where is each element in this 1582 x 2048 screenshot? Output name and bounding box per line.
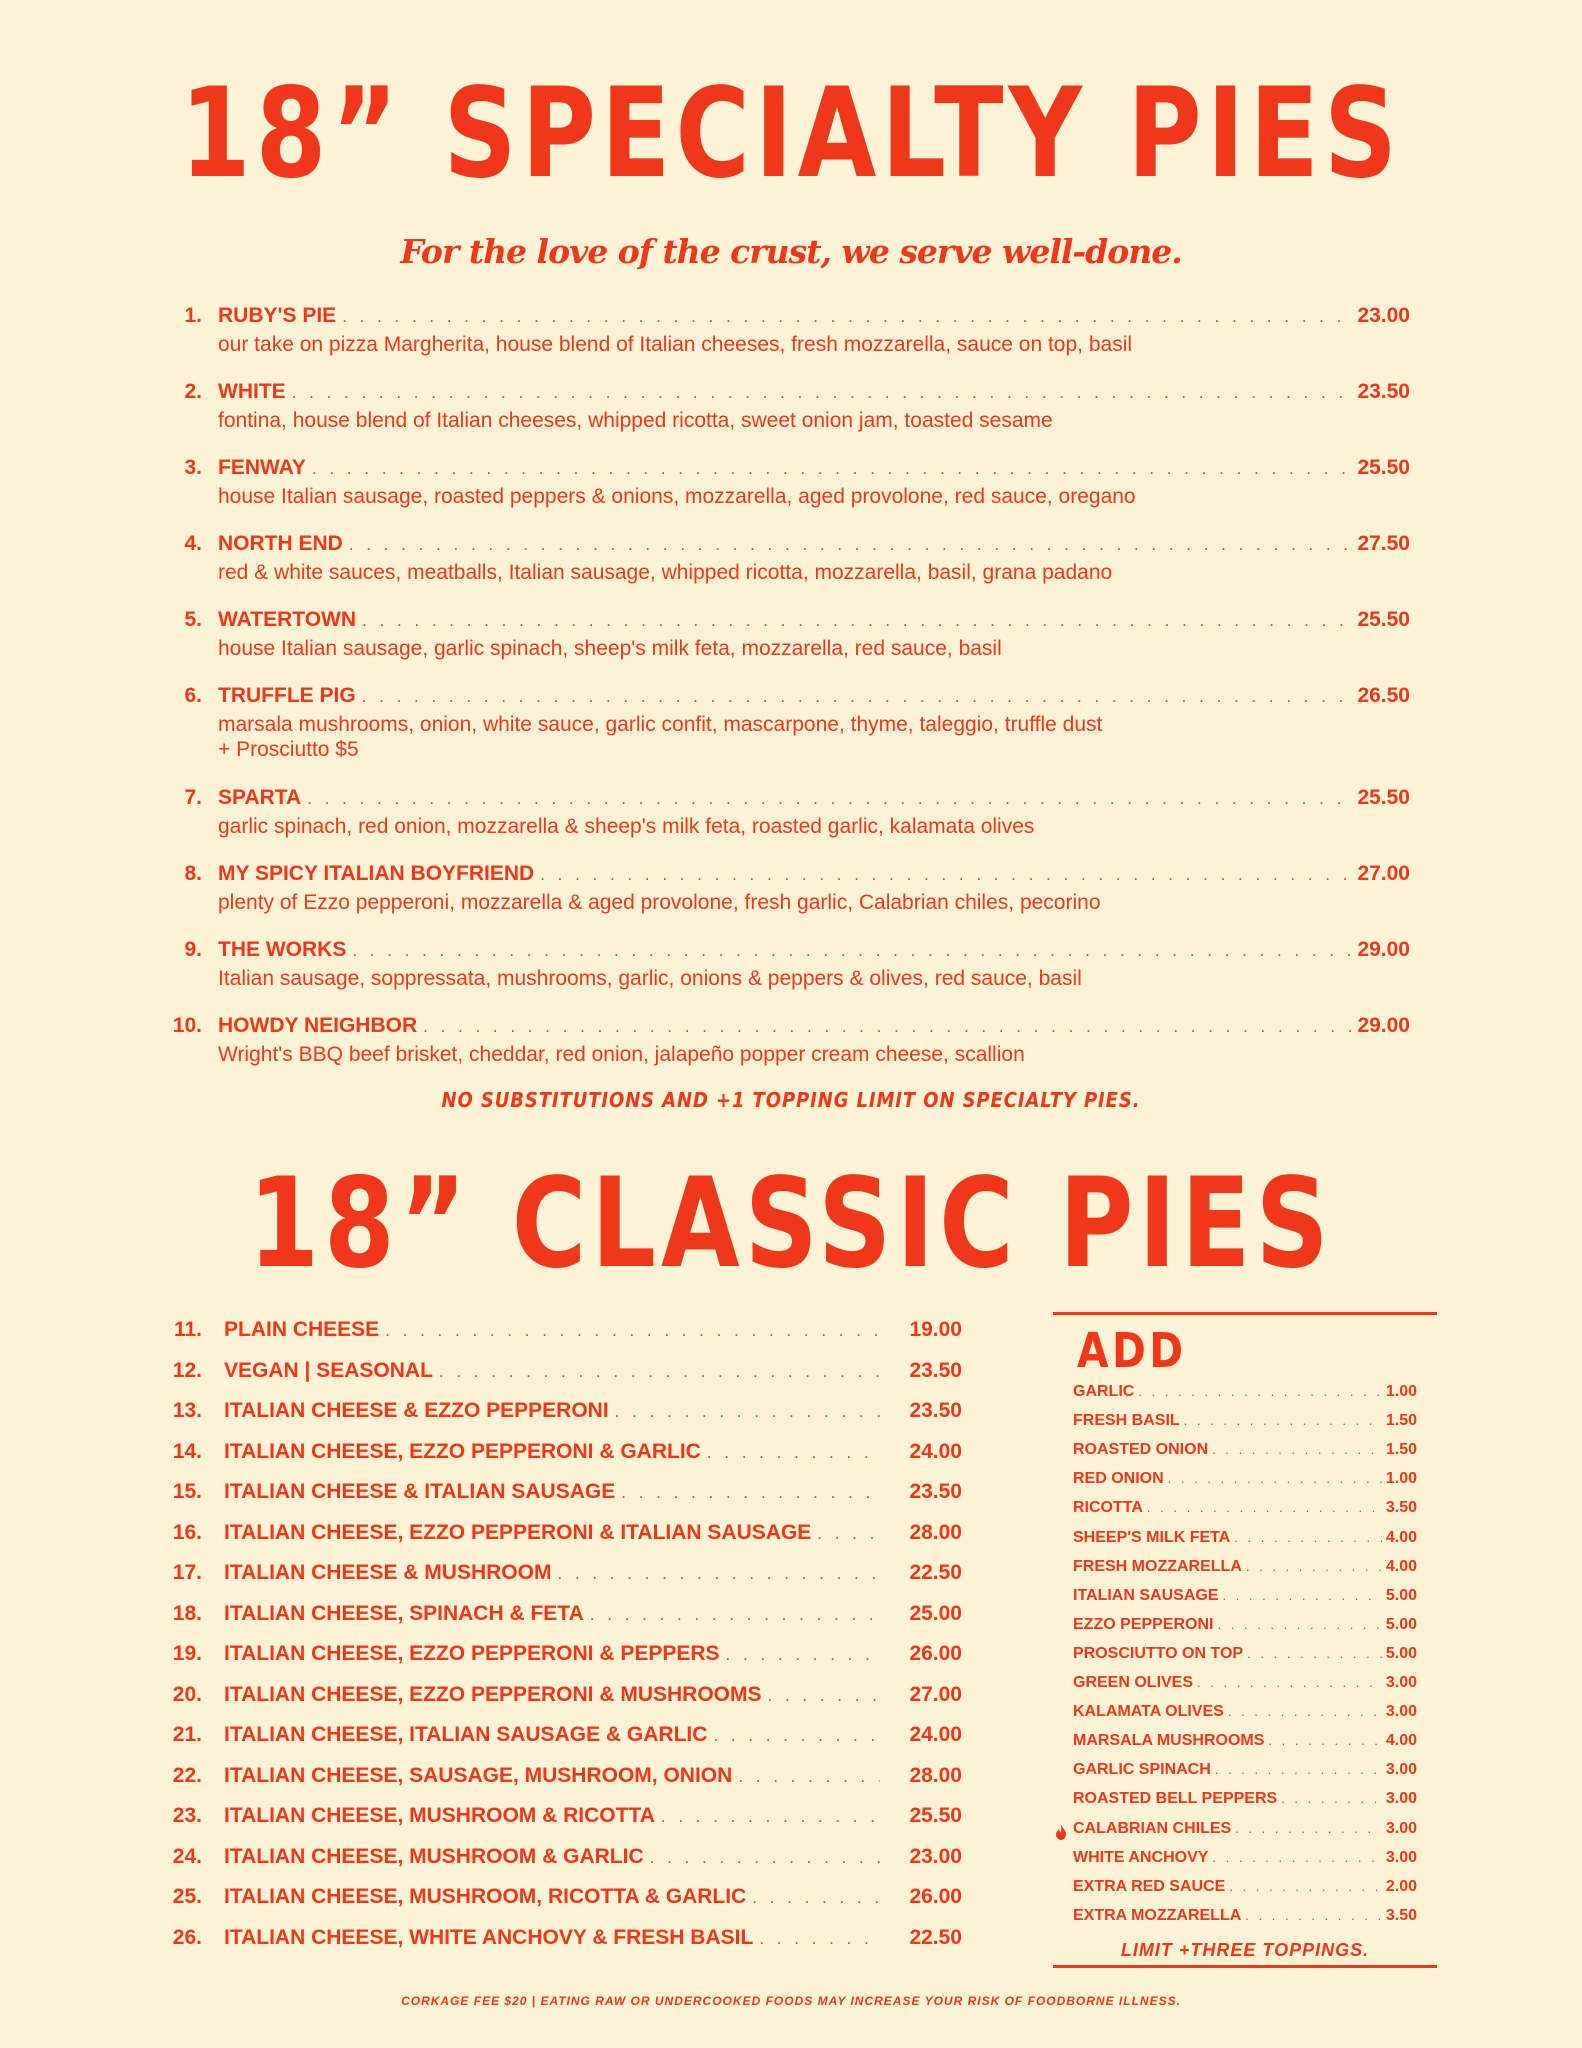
item-number: 20. [172, 1682, 202, 1706]
item-name: ITALIAN CHEESE, EZZO PEPPERONI & GARLIC [224, 1439, 701, 1463]
dot-leader [759, 1929, 880, 1949]
item-number: 4. [184, 532, 202, 555]
topping-price: 1.00 [1385, 1470, 1417, 1488]
specialty-item [150, 456, 1410, 509]
topping-price: 5.00 [1385, 1586, 1417, 1604]
item-price: 24.00 [909, 1439, 962, 1463]
dot-leader [342, 307, 1351, 327]
topping-name: PROSCIUTTO ON TOP [1073, 1644, 1244, 1662]
add-item [1073, 1703, 1417, 1732]
topping-name: GARLIC [1073, 1383, 1135, 1400]
footer-note: CORKAGE FEE $20 | EATING RAW OR UNDERCOOKED FOODS MAY INCREASE YOUR RISK OF FOODBORNE ILLNESS. [401, 1994, 1181, 2008]
item-price: 23.00 [1357, 304, 1410, 327]
item-name: ITALIAN CHEESE, MUSHROOM, RICOTTA & GARLIC [224, 1885, 747, 1908]
dot-leader [385, 1321, 880, 1341]
item-price: 25.50 [1357, 608, 1410, 631]
item-number: 3. [184, 456, 202, 479]
item-number: 11. [173, 1318, 202, 1341]
item-price: 22.50 [909, 1925, 962, 1949]
topping-price: 1.50 [1385, 1412, 1417, 1430]
item-number: 8. [184, 862, 202, 885]
topping-price: 4.00 [1385, 1557, 1417, 1575]
topping-price: 3.00 [1385, 1674, 1417, 1691]
item-price: 24.00 [909, 1723, 962, 1746]
topping-name: EZZO PEPPERONI [1073, 1615, 1214, 1633]
item-name: ITALIAN CHEESE & ITALIAN SAUSAGE [224, 1480, 616, 1503]
topping-name: EXTRA MOZZARELLA [1073, 1906, 1242, 1924]
item-price: 25.50 [1357, 786, 1410, 809]
topping-price: 3.00 [1385, 1761, 1417, 1779]
specialty-item [150, 1014, 1410, 1067]
item-name: ITALIAN CHEESE, EZZO PEPPERONI & MUSHROOMS [224, 1682, 762, 1706]
specialty-item-header [150, 304, 1410, 332]
topping-name: ITALIAN SAUSAGE [1073, 1586, 1219, 1604]
add-item [1073, 1878, 1417, 1907]
specialty-item-header [150, 1014, 1410, 1042]
item-name: ITALIAN CHEESE, SPINACH & FETA [224, 1601, 584, 1625]
item-number: 5. [184, 608, 202, 631]
dot-leader [439, 1362, 880, 1382]
dot-leader [362, 687, 1352, 707]
add-item [1073, 1558, 1417, 1587]
item-name: MY SPICY ITALIAN BOYFRIEND [218, 862, 535, 885]
item-name: SPARTA [218, 786, 302, 809]
item-price: 25.00 [909, 1601, 962, 1625]
item-number: 12. [172, 1358, 202, 1382]
item-price: 27.00 [909, 1682, 962, 1706]
classic-item [150, 1561, 962, 1593]
add-item [1073, 1820, 1417, 1849]
dot-leader [423, 1017, 1351, 1037]
add-item [1073, 1616, 1417, 1645]
dot-leader [1234, 1530, 1382, 1545]
dot-leader [817, 1524, 880, 1544]
item-number: 23. [172, 1804, 202, 1827]
item-name: ITALIAN CHEESE & EZZO PEPPERONI [224, 1399, 609, 1422]
item-description: + Prosciutto $5 [218, 738, 359, 761]
topping-name: GREEN OLIVES [1073, 1674, 1194, 1691]
topping-price: 3.50 [1385, 1499, 1417, 1517]
add-item [1073, 1645, 1417, 1674]
topping-name: ROASTED ONION [1073, 1441, 1209, 1459]
add-item [1073, 1383, 1417, 1412]
item-price: 26.00 [909, 1642, 962, 1665]
dot-leader [621, 1483, 880, 1503]
topping-price: 3.50 [1385, 1906, 1417, 1924]
classic-item [150, 1926, 962, 1958]
add-item [1073, 1587, 1417, 1616]
dot-leader [1215, 1762, 1382, 1777]
specialty-item-header [150, 380, 1410, 408]
specialty-notice: NO SUBSTITUTIONS AND +1 TOPPING LIMIT ON SPECIALTY PIES. [441, 1088, 1141, 1112]
dot-leader [1247, 1646, 1382, 1661]
item-number: 21. [172, 1723, 202, 1746]
item-price: 27.00 [1357, 862, 1410, 885]
item-number: 9. [184, 938, 202, 961]
dot-leader [1212, 1442, 1382, 1457]
topping-name: MARSALA MUSHROOMS [1073, 1732, 1265, 1750]
item-price: 23.50 [909, 1480, 962, 1503]
topping-name: FRESH BASIL [1073, 1412, 1180, 1430]
classic-item [150, 1602, 962, 1634]
item-number: 13. [172, 1399, 202, 1422]
item-description: fontina, house blend of Italian cheeses, whipped ricotta, sweet onion jam, toasted sesame [218, 409, 1053, 432]
dot-leader [590, 1605, 880, 1625]
add-item [1073, 1529, 1417, 1558]
item-price: 22.50 [909, 1561, 962, 1584]
topping-name: RED ONION [1073, 1470, 1164, 1488]
item-name: ITALIAN CHEESE, ITALIAN SAUSAGE & GARLIC [224, 1723, 708, 1746]
specialty-pies-title: 18” SPECIALTY PIES [179, 62, 1403, 206]
dot-leader [1212, 1850, 1381, 1865]
item-price: 23.00 [909, 1844, 962, 1868]
add-limit-note: LIMIT +THREE TOPPINGS. [1120, 1940, 1370, 1960]
item-name: WATERTOWN [218, 608, 357, 631]
specialty-item-header [150, 608, 1410, 636]
dot-leader [1245, 1908, 1382, 1923]
add-item [1073, 1849, 1417, 1878]
item-name: VEGAN | SEASONAL [224, 1358, 433, 1382]
item-price: 26.50 [1357, 684, 1410, 707]
item-number: 7. [184, 786, 202, 809]
specialty-item-header [150, 862, 1410, 890]
item-price: 29.00 [1357, 938, 1410, 961]
dot-leader [349, 535, 1352, 555]
item-name: HOWDY NEIGHBOR [218, 1014, 418, 1037]
specialty-item [150, 608, 1410, 661]
add-item [1073, 1790, 1417, 1819]
classic-item [150, 1521, 962, 1553]
item-name: ITALIAN CHEESE & MUSHROOM [224, 1561, 552, 1584]
classic-item [150, 1440, 962, 1472]
item-description: our take on pizza Margherita, house blend of Italian cheeses, fresh mozzarella, sauce on top, basil [218, 333, 1133, 356]
dot-leader [752, 1888, 880, 1908]
item-price: 23.50 [909, 1399, 962, 1422]
item-number: 18. [172, 1601, 202, 1625]
item-price: 28.00 [909, 1520, 962, 1544]
item-name: ITALIAN CHEESE, SAUSAGE, MUSHROOM, ONION [224, 1763, 733, 1787]
specialty-item-header [150, 456, 1410, 484]
specialty-item [150, 380, 1410, 433]
specialty-item-header [150, 786, 1410, 814]
add-item [1073, 1761, 1417, 1790]
item-number: 6. [184, 684, 202, 707]
item-name: FENWAY [218, 456, 306, 479]
item-description: house Italian sausage, garlic spinach, sheep's milk feta, mozzarella, red sauce, basil [218, 637, 1002, 660]
add-item [1073, 1412, 1417, 1441]
dot-leader [661, 1807, 880, 1827]
specialty-item [150, 786, 1410, 839]
item-number: 22. [172, 1763, 202, 1787]
item-price: 27.50 [1357, 532, 1410, 555]
classic-item [150, 1885, 962, 1917]
add-item [1073, 1441, 1417, 1470]
item-name: RUBY'S PIE [218, 304, 337, 327]
topping-price: 3.00 [1385, 1703, 1417, 1721]
topping-price: 2.00 [1385, 1877, 1417, 1895]
topping-price: 3.00 [1385, 1790, 1417, 1808]
item-price: 25.50 [909, 1804, 962, 1827]
classic-item [150, 1399, 962, 1431]
specialty-item [150, 532, 1410, 585]
topping-price: 1.50 [1385, 1441, 1417, 1459]
topping-name: RICOTTA [1073, 1499, 1143, 1517]
item-price: 29.00 [1357, 1014, 1410, 1037]
item-name: ITALIAN CHEESE, MUSHROOM & GARLIC [224, 1844, 644, 1868]
specialty-tagline: For the love of the crust, we serve well-done. [400, 232, 1182, 271]
topping-price: 5.00 [1385, 1644, 1417, 1662]
add-title: ADD [1077, 1323, 1187, 1379]
dot-leader [352, 941, 1351, 961]
item-name: ITALIAN CHEESE, EZZO PEPPERONI & ITALIAN SAUSAGE [224, 1520, 812, 1544]
item-number: 24. [172, 1844, 202, 1868]
item-number: 2. [184, 380, 202, 403]
topping-price: 4.00 [1385, 1528, 1417, 1546]
item-number: 16. [172, 1520, 202, 1544]
item-price: 26.00 [909, 1885, 962, 1908]
dot-leader [1147, 1500, 1382, 1515]
item-number: 10. [172, 1014, 202, 1037]
topping-price: 4.00 [1385, 1732, 1417, 1750]
dot-leader [1235, 1821, 1382, 1836]
dot-leader [650, 1848, 880, 1868]
dot-leader [292, 383, 1352, 403]
item-description: Italian sausage, soppressata, mushrooms, garlic, onions & peppers & olives, red sauce, basil [218, 967, 1082, 990]
dot-leader [1197, 1675, 1382, 1690]
dot-leader [362, 611, 1351, 631]
item-price: 23.50 [1357, 380, 1410, 403]
classic-item [150, 1359, 962, 1391]
item-number: 17. [172, 1561, 202, 1584]
item-number: 15. [172, 1480, 202, 1503]
topping-price: 3.00 [1385, 1819, 1417, 1837]
item-price: 28.00 [909, 1763, 962, 1787]
item-name: NORTH END [218, 532, 343, 555]
add-item [1073, 1470, 1417, 1499]
dot-leader [1281, 1791, 1382, 1806]
item-price: 19.00 [909, 1318, 962, 1341]
classic-item [150, 1642, 962, 1674]
dot-leader [1217, 1617, 1381, 1632]
item-name: ITALIAN CHEESE, EZZO PEPPERONI & PEPPERS [224, 1642, 720, 1665]
item-name: ITALIAN CHEESE, WHITE ANCHOVY & FRESH BASIL [224, 1925, 754, 1949]
item-number: 26. [172, 1925, 202, 1949]
classic-pies-title: 18” CLASSIC PIES [248, 1152, 1334, 1296]
topping-name: FRESH MOZZARELLA [1073, 1557, 1242, 1575]
dot-leader [1229, 1879, 1382, 1894]
add-item [1073, 1732, 1417, 1761]
topping-name: ROASTED BELL PEPPERS [1073, 1790, 1278, 1808]
dot-leader [1138, 1384, 1382, 1399]
specialty-item-header [150, 684, 1410, 712]
dot-leader [312, 459, 1352, 479]
dot-leader [1184, 1413, 1382, 1428]
item-description: Wright's BBQ beef brisket, cheddar, red onion, jalapeño popper cream cheese, scallion [218, 1043, 1025, 1066]
item-description: red & white sauces, meatballs, Italian sausage, whipped ricotta, mozzarella, basil, grana padano [218, 561, 1113, 584]
dot-leader [540, 865, 1351, 885]
dot-leader [1168, 1471, 1382, 1486]
item-number: 14. [172, 1439, 202, 1463]
item-name: PLAIN CHEESE [224, 1318, 380, 1341]
topping-name: WHITE ANCHOVY [1073, 1848, 1209, 1866]
topping-price: 5.00 [1385, 1615, 1417, 1633]
dot-leader [707, 1443, 880, 1463]
item-description: house Italian sausage, roasted peppers & onions, mozzarella, aged provolone, red sauce, oregano [218, 485, 1136, 508]
classic-item [150, 1723, 962, 1755]
classic-item [150, 1764, 962, 1796]
dot-leader [713, 1726, 880, 1746]
topping-name: SHEEP'S MILK FETA [1073, 1528, 1231, 1546]
topping-price: 3.00 [1385, 1848, 1417, 1866]
dot-leader [738, 1767, 880, 1787]
dot-leader [307, 789, 1351, 809]
specialty-item-header [150, 532, 1410, 560]
dot-leader [1228, 1704, 1382, 1719]
add-toppings-box [1053, 1312, 1437, 1968]
classic-item [150, 1480, 962, 1512]
item-name: TRUFFLE PIG [218, 684, 356, 707]
specialty-item [150, 304, 1410, 357]
topping-name: EXTRA RED SAUCE [1073, 1877, 1226, 1895]
item-number: 25. [172, 1885, 202, 1908]
specialty-item [150, 862, 1410, 915]
add-item [1073, 1674, 1417, 1703]
dot-leader [615, 1402, 880, 1422]
item-name: THE WORKS [218, 938, 347, 961]
topping-name: CALABRIAN CHILES [1073, 1819, 1232, 1837]
dot-leader [1246, 1559, 1382, 1574]
classic-item [150, 1683, 962, 1715]
topping-name: GARLIC SPINACH [1073, 1761, 1211, 1779]
item-description: marsala mushrooms, onion, white sauce, garlic confit, mascarpone, thyme, taleggio, truffle dust [218, 713, 1103, 736]
add-item [1073, 1907, 1417, 1936]
flame-icon [1055, 1824, 1067, 1840]
classic-item [150, 1845, 962, 1877]
item-description: plenty of Ezzo pepperoni, mozzarella & aged provolone, fresh garlic, Calabrian chiles, pecorino [218, 891, 1101, 914]
item-price: 23.50 [909, 1358, 962, 1382]
topping-price: 1.00 [1385, 1383, 1417, 1400]
dot-leader [1222, 1588, 1381, 1603]
item-price: 25.50 [1357, 456, 1410, 479]
dot-leader [726, 1645, 880, 1665]
dot-leader [557, 1564, 880, 1584]
dot-leader [768, 1686, 881, 1706]
item-description: garlic spinach, red onion, mozzarella & sheep's milk feta, roasted garlic, kalamata olives [218, 815, 1035, 838]
classic-item [150, 1804, 962, 1836]
item-number: 1. [184, 304, 202, 327]
topping-name: KALAMATA OLIVES [1073, 1703, 1224, 1721]
item-name: WHITE [218, 380, 286, 403]
specialty-item [150, 938, 1410, 991]
specialty-item-header [150, 938, 1410, 966]
dot-leader [1268, 1733, 1381, 1748]
classic-item [150, 1318, 962, 1350]
item-number: 19. [172, 1642, 202, 1665]
specialty-item [150, 684, 1410, 762]
item-name: ITALIAN CHEESE, MUSHROOM & RICOTTA [224, 1804, 655, 1827]
add-item [1073, 1499, 1417, 1528]
